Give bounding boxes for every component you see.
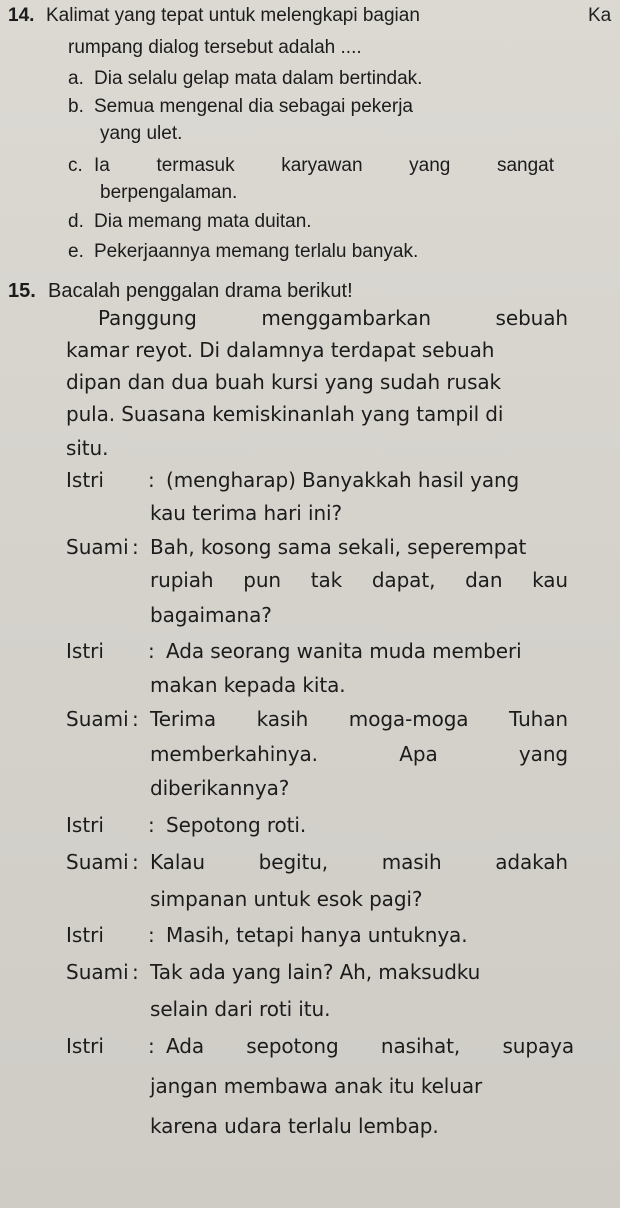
dialog-line: karena udara terlalu lembap. [150, 1114, 439, 1138]
speaker-name: Suami [66, 960, 129, 984]
option-b-text-line-2: yang ulet. [100, 123, 183, 144]
option-c-letter: c. [68, 155, 83, 176]
stage-direction-line: pula. Suasana kemiskinanlah yang tampil di [66, 402, 504, 426]
option-c-text-line-2: berpengalaman. [100, 182, 238, 203]
question-15-number: 15. [8, 280, 36, 302]
speaker-colon: : [148, 639, 155, 663]
dialog-line: Bah, kosong sama sekali, seperempat [150, 535, 527, 559]
speaker-colon: : [132, 850, 139, 874]
option-a-text: Dia selalu gelap mata dalam bertindak. [94, 68, 423, 89]
dialog-line: bagaimana? [150, 603, 272, 627]
next-column-fragment: Ka [588, 5, 612, 26]
dialog-line: Masih, tetapi hanya untuknya. [166, 923, 468, 947]
speaker-name: Istri [66, 923, 104, 947]
speaker-name: Istri [66, 813, 104, 837]
dialog-line: Ada sepotong nasihat, supaya [166, 1034, 574, 1058]
dialog-line: simpanan untuk esok pagi? [150, 887, 423, 911]
option-c-text-line-1: Ia termasuk karyawan yang sangat [94, 155, 554, 176]
option-b-letter: b. [68, 96, 84, 117]
option-b-text-line-1: Semua mengenal dia sebagai pekerja [94, 96, 413, 117]
speaker-colon: : [132, 960, 139, 984]
option-e-letter: e. [68, 241, 84, 262]
dialog-line: selain dari roti itu. [150, 997, 331, 1021]
speaker-colon: : [148, 1034, 155, 1058]
speaker-colon: : [132, 707, 139, 731]
dialog-line: jangan membawa anak itu keluar [150, 1074, 483, 1098]
stage-direction-line: dipan dan dua buah kursi yang sudah rusak [66, 370, 502, 394]
dialog-line: Kalau begitu, masih adakah [150, 850, 568, 874]
speaker-name: Istri [66, 1034, 104, 1058]
dialog-line: Sepotong roti. [166, 813, 307, 837]
stage-direction-line: kamar reyot. Di dalamnya terdapat sebuah [66, 338, 495, 362]
speaker-name: Istri [66, 639, 104, 663]
question-14-number: 14. [8, 5, 35, 26]
speaker-name: Istri [66, 468, 104, 492]
stage-direction-line: Panggung menggambarkan sebuah [98, 306, 568, 330]
option-e-text: Pekerjaannya memang terlalu banyak. [94, 241, 419, 262]
question-15-text: Bacalah penggalan drama berikut! [48, 280, 353, 302]
speaker-name: Suami [66, 707, 129, 731]
dialog-line: Tak ada yang lain? Ah, maksudku [150, 960, 481, 984]
dialog-line: diberikannya? [150, 776, 290, 800]
dialog-line: makan kepada kita. [150, 673, 346, 697]
dialog-line: (mengharap) Banyakkah hasil yang [166, 468, 520, 492]
dialog-line: Terima kasih moga-moga Tuhan [150, 707, 568, 731]
question-14-text-line-2: rumpang dialog tersebut adalah .... [68, 37, 362, 58]
speaker-colon: : [148, 468, 155, 492]
option-a-letter: a. [68, 68, 84, 89]
dialog-line: kau terima hari ini? [150, 501, 343, 525]
speaker-colon: : [148, 813, 155, 837]
dialog-line: memberkahinya. Apa yang [150, 742, 568, 766]
option-d-text: Dia memang mata duitan. [94, 211, 312, 232]
stage-direction-line: situ. [66, 436, 109, 460]
speaker-colon: : [132, 535, 139, 559]
question-14-text-line-1: Kalimat yang tepat untuk melengkapi bagian [46, 5, 420, 26]
dialog-line: Ada seorang wanita muda memberi [166, 639, 522, 663]
dialog-line: rupiah pun tak dapat, dan kau [150, 568, 568, 592]
speaker-name: Suami [66, 535, 129, 559]
option-d-letter: d. [68, 211, 84, 232]
speaker-colon: : [148, 923, 155, 947]
speaker-name: Suami [66, 850, 129, 874]
